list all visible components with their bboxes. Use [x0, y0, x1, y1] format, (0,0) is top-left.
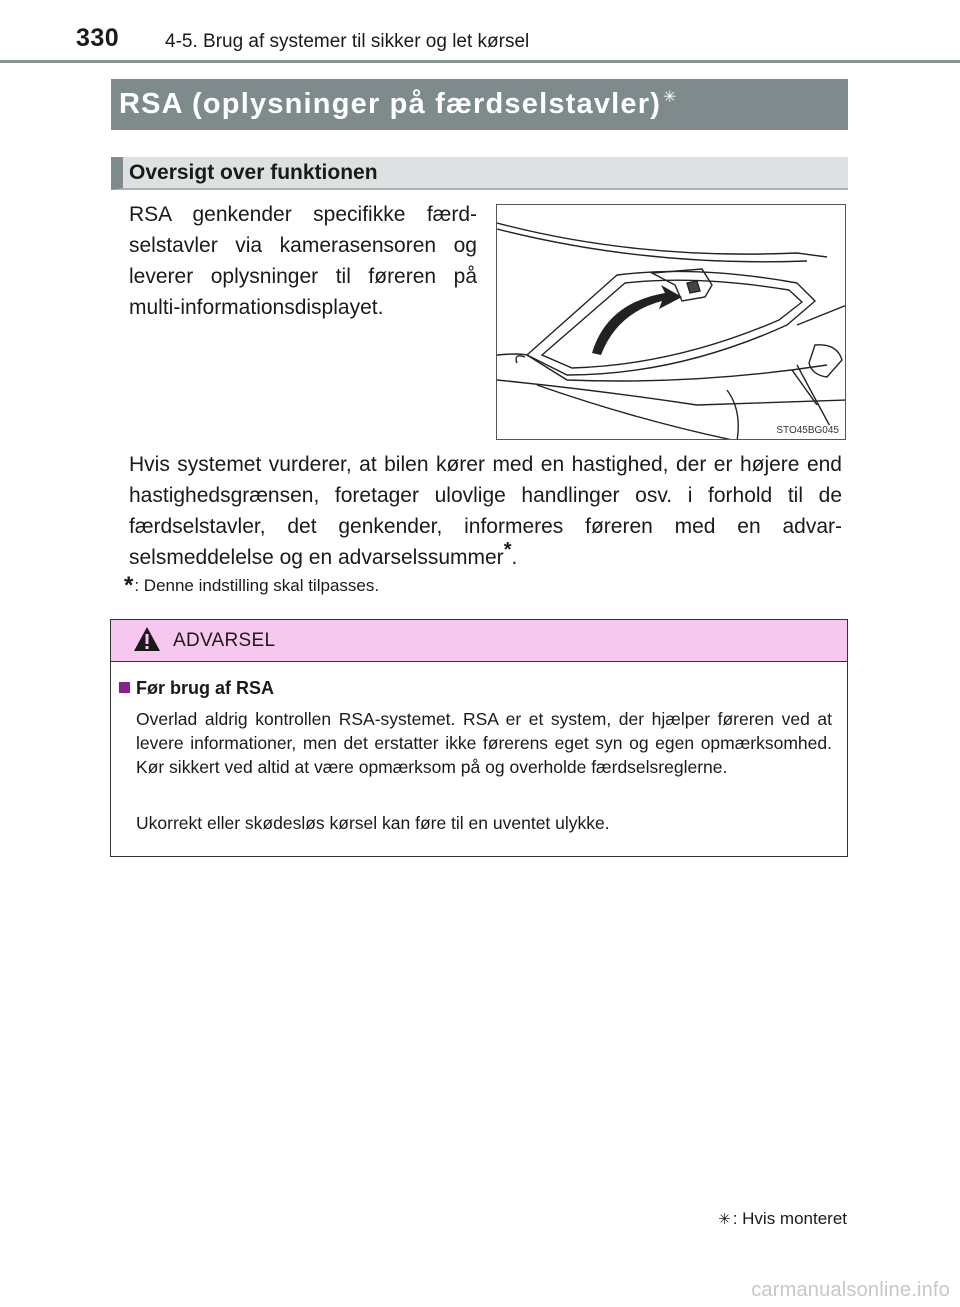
- warning-item-title-text: Før brug af RSA: [136, 678, 274, 698]
- warning-paragraph-2: Ukorrekt eller skødesløs kørsel kan føre til en uventet ulykke.: [136, 813, 610, 833]
- footnote: [124, 572, 379, 600]
- section-title: RSA (oplysninger på færdselstavler): [119, 88, 662, 120]
- body-star: *: [503, 539, 512, 561]
- warning-item-title: [119, 678, 274, 699]
- section-banner: [111, 79, 848, 130]
- chapter-title: 4-5. Brug af systemer til sikker og let kørsel: [165, 31, 530, 52]
- bottom-note: [718, 1209, 847, 1229]
- footnote-text: : Denne indstilling skal tilpasses.: [134, 576, 380, 595]
- body-end: .: [511, 546, 518, 569]
- bottom-star: ✳: [718, 1211, 731, 1228]
- subheading-text: Oversigt over funktionen: [129, 160, 378, 184]
- intro-paragraph: RSA genkender specifikke færdselstavler via kamerasensoren og leverer oplysninger til føreren på multi-informationsdisplayet.: [129, 203, 477, 319]
- page-number: 330: [76, 24, 120, 52]
- section-star: ✳: [663, 88, 677, 106]
- subheading: [111, 157, 848, 190]
- bottom-note-text: : Hvis monteret: [732, 1209, 847, 1228]
- warning-paragraph-1: Overlad aldrig kontrollen RSA-systemet. RSA er et system, der hjælper føreren ved at levere informationer, men det erstatter ikke førerens eget syn og egen opmærksomhed. Kør sikkert ved altid at være opmærksom på og overholde færdselsreglerne.: [136, 709, 832, 777]
- body-paragraph: [129, 449, 842, 573]
- footnote-star: *: [124, 572, 134, 599]
- figure-code: STO45BG045: [776, 425, 839, 436]
- windshield-camera-illustration: [497, 205, 846, 440]
- windshield-figure: [496, 204, 846, 440]
- bullet-square-icon: [119, 682, 130, 693]
- header-rule: [0, 60, 960, 63]
- warning-box: [110, 619, 848, 857]
- warning-header: [111, 620, 847, 662]
- watermark: carmanualsonline.info: [751, 1279, 950, 1301]
- body-text: Hvis systemet vurderer, at bilen kører med en hastighed, der er højere end hastighedsgrænsen, foretager ulovlige handlinger osv. i forhold til de færdselstavler, det genkender, informeres føreren med en advarselsmeddelelse og en advarselssummer: [129, 453, 842, 569]
- warning-label: ADVARSEL: [173, 630, 276, 651]
- warning-triangle-icon: [133, 625, 161, 653]
